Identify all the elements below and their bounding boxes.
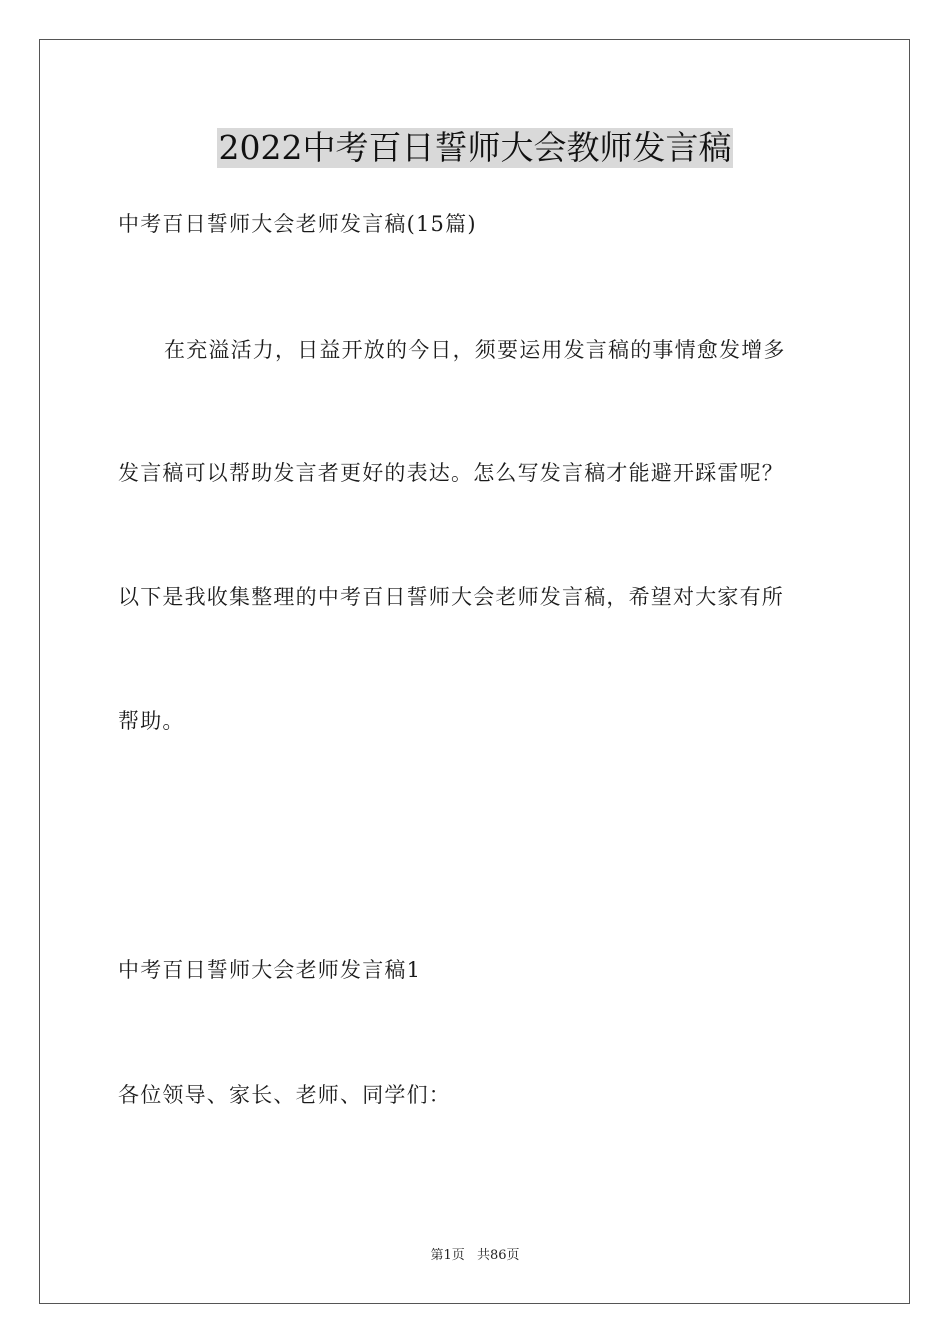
page-number-current: 第1页 bbox=[430, 1248, 465, 1263]
page-number-total: 共86页 bbox=[476, 1248, 520, 1263]
document-subtitle: 中考百日誓师大会老师发言稿(15篇) bbox=[118, 212, 477, 236]
paragraph-line-4: 帮助。 bbox=[118, 709, 185, 733]
salutation: 各位领导、家长、老师、同学们： bbox=[118, 1083, 451, 1107]
document-title: 2022中考百日誓师大会教师发言稿 bbox=[218, 128, 732, 167]
title-container bbox=[0, 128, 950, 168]
paragraph-line-2: 发言稿可以帮助发言者更好的表达。怎么写发言稿才能避开踩雷呢？ bbox=[118, 461, 784, 485]
paragraph-line-1: 在充溢活力，日益开放的今日，须要运用发言稿的事情愈发增多 bbox=[164, 338, 786, 362]
page-footer bbox=[0, 1248, 950, 1264]
paragraph-line-3: 以下是我收集整理的中考百日誓师大会老师发言稿，希望对大家有所 bbox=[118, 585, 784, 609]
section-heading: 中考百日誓师大会老师发言稿1 bbox=[118, 958, 422, 982]
